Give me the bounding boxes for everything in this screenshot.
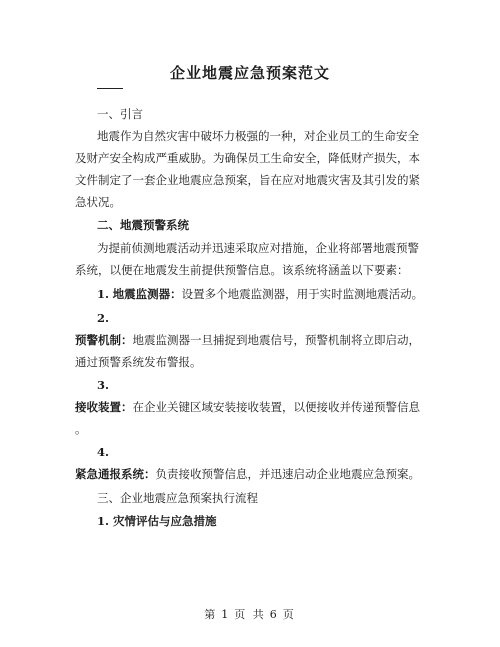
section-2-paragraph-line: 系统，以便在地震发生前提供预警信息。该系统将涵盖以下要素： xyxy=(75,263,409,277)
list-item-2 xyxy=(75,332,420,348)
list-item-label: 接收装置： xyxy=(75,400,133,414)
footer-page-number: 1 xyxy=(221,608,231,621)
title-separator xyxy=(97,88,123,89)
footer-prefix: 第 xyxy=(204,608,218,621)
list-item-number: 2. xyxy=(97,311,110,325)
list-item-number: 4. xyxy=(97,445,110,459)
list-item-3 xyxy=(75,399,420,415)
section-2-heading: 二、地震预警系统 xyxy=(97,218,189,232)
section-3-subheading: 1. 灾情评估与应急措施 xyxy=(97,514,217,528)
list-item-text: 通过预警系统发布警报。 xyxy=(75,355,202,369)
list-item-text: 。 xyxy=(75,422,87,436)
list-item-text: 在企业关键区域安装接收装置，以便接收并传递预警信息 xyxy=(132,400,420,414)
section-1-heading: 一、引言 xyxy=(97,107,143,121)
footer-total-pages: 6 xyxy=(269,608,279,621)
section-2-paragraph-line: 为提前侦测地震活动并迅速采取应对措施，企业将部署地震预警 xyxy=(97,241,419,255)
list-item-label: 紧急通报系统： xyxy=(75,467,156,481)
section-1-paragraph-line: 及财产安全构成严重威胁。为确保员工生命安全，降低财产损失，本 xyxy=(75,151,420,165)
section-1-paragraph-line: 急状况。 xyxy=(75,195,121,209)
list-item-text: 设置多个地震监测器，用于实时监测地震活动。 xyxy=(181,287,424,301)
list-item-number: 1. xyxy=(97,287,110,301)
list-item-label: 预警机制： xyxy=(75,333,133,347)
list-item-1 xyxy=(97,286,423,302)
list-item-text: 地震监测器一旦捕捉到地震信号，预警机制将立即启动， xyxy=(132,333,420,347)
section-1-paragraph-line: 地震作为自然灾害中破坏力极强的一种，对企业员工的生命安全 xyxy=(97,129,419,143)
list-item-label: 地震监测器： xyxy=(112,287,182,301)
footer-suffix: 页 xyxy=(282,608,296,621)
section-3-heading: 三、企业地震应急预案执行流程 xyxy=(97,491,258,505)
footer-middle: 页 共 xyxy=(234,608,266,621)
list-item-number: 3. xyxy=(97,378,110,392)
page-title: 企业地震应急预案范文 xyxy=(169,64,330,82)
list-item-4 xyxy=(75,466,420,482)
page-footer xyxy=(0,606,500,622)
list-item-text: 负责接收预警信息，并迅速启动企业地震应急预案。 xyxy=(155,467,420,481)
section-1-paragraph-line: 文件制定了一套企业地震应急预案，旨在应对地震灾害及其引发的紧 xyxy=(75,173,420,187)
